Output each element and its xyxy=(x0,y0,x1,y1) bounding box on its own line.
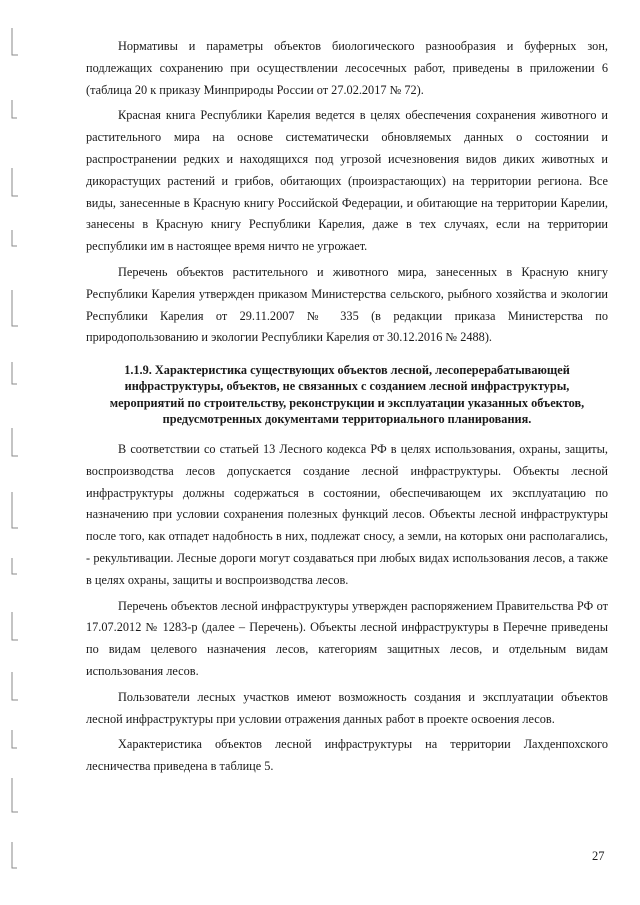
paragraph-biodiversity-norms: Нормативы и параметры объектов биологического разнообразия и буферных зон, подлежащих сохранению при осуществлении лесосечных работ, приведены в приложении 6 (таблица 20 к приказу Минприроды России от 27.02.2017 № 72). xyxy=(86,39,608,97)
paragraphs-after-heading xyxy=(86,439,608,778)
page-content xyxy=(86,36,608,782)
page-number: 27 xyxy=(592,849,605,863)
paragraph-table-reference: Характеристика объектов лесной инфраструктуры на территории Лахденпохского лесничества приведена в таблице 5. xyxy=(86,737,608,774)
paragraph-red-book: Красная книга Республики Карелия ведется в целях обеспечения сохранения животного и растительного мира на основе систематически обновляемых данных о состоянии и распространении редких и находящихся под угрозой исчезновения видов диких животных и дикорастущих растений и грибов, обитающих (произрастающих) на территории региона. Все виды, занесенные в Красную книгу Российской Федерации, и обитающие на территории Карелии, занесены в Красную книгу Республики Карелия, даже в тех случаях, если на территории республики им в настоящее время ничто не угрожает. xyxy=(86,108,608,254)
paragraph-infrastructure-list: Перечень объектов лесной инфраструктуры утвержден распоряжением Правительства РФ от 17.07.2012 № 1283-р (далее – Перечень). Объекты лесной инфраструктуры в Перечне приведены по видам целевого назначения лесов, категориям защитных лесов, и отдельным видам использования лесов. xyxy=(86,598,608,678)
paragraph-forest-code: В соответствии со статьей 13 Лесного кодекса РФ в целях использования, охраны, защиты, воспроизводства лесов допускается создание лесной инфраструктуры. Объекты лесной инфраструктуры должны содержаться в состоянии, обеспечивающем их эксплуатацию по назначению при условии сохранения полезных функций лесов. Объекты лесной инфраструктуры после того, как отпадет надобность в них, подлежат сносу, а земли, на которых они располагались, - рекультивации. Лесные дороги могут создаваться при любых видах использования лесов, а также в целях охраны, защиты и воспроизводства лесов. xyxy=(86,441,608,587)
binding-margin-marks xyxy=(0,0,30,905)
section-heading: 1.1.9. Характеристика существующих объектов лесной, лесоперерабатывающей инфраструктуры, объектов, не связанных с созданием лесной инфраструктуры, мероприятий по строительству, реконструкции и эксплуатации указанных объектов, предусмотренных документами территориального планирования. xyxy=(109,363,585,426)
paragraph-red-book-list: Перечень объектов растительного и животного мира, занесенных в Красную книгу Республики Карелия утвержден приказом Министерства сельского, рыбного хозяйства и экологии Республики Карелия от 29.11.2007 № 335 (в редакции приказа Министерства по природопользованию и экологии Республики Карелия от 30.12.2016 № 2488). xyxy=(86,264,608,345)
paragraph-land-users: Пользователи лесных участков имеют возможность создания и эксплуатации объектов лесной инфраструктуры при условии отражения данных работ в проекте освоения лесов. xyxy=(86,689,608,726)
paragraphs-before-heading xyxy=(86,36,608,349)
